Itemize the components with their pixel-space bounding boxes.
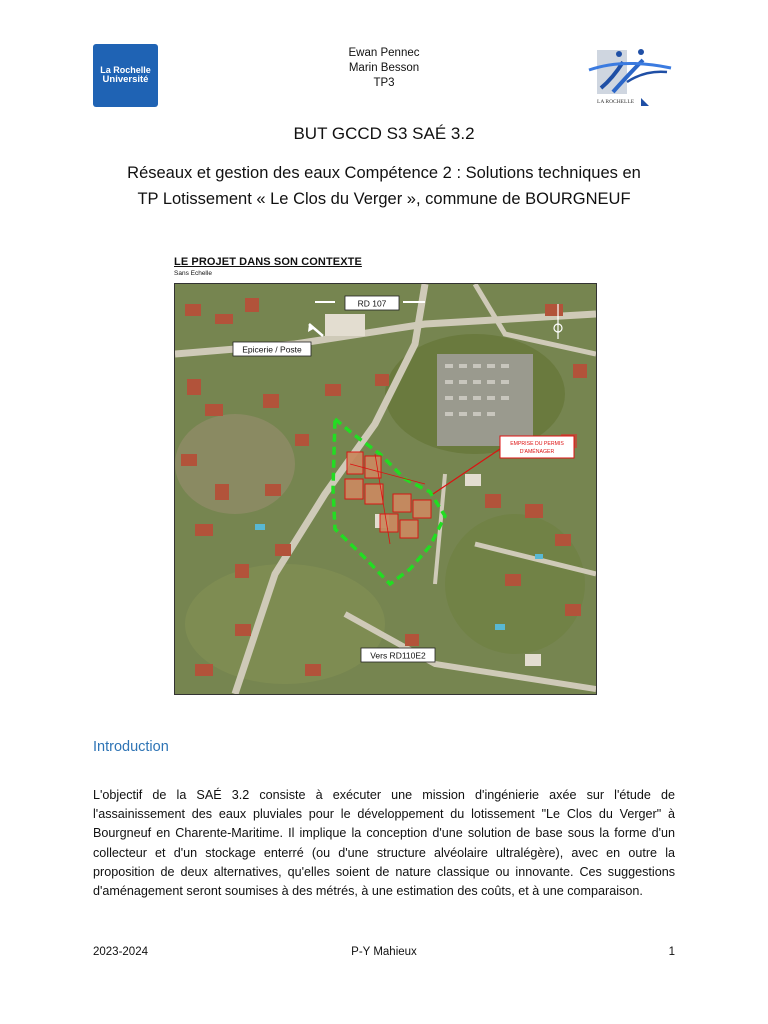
la-rochelle-universite-logo — [93, 44, 158, 107]
logo-line-2: Université — [102, 74, 149, 86]
author-1: Ewan Pennec — [348, 47, 420, 59]
subtitle-line-1: Réseaux et gestion des eaux Compétence 2 : Solutions techniques en — [127, 164, 641, 182]
figure-title: LE PROJET DANS SON CONTEXTE — [174, 256, 362, 268]
group-label: TP3 — [373, 77, 395, 89]
author-block — [300, 46, 468, 91]
page-number: 1 — [668, 946, 675, 958]
logo-right-caption: LA ROCHELLE — [597, 99, 635, 105]
document-subtitle — [84, 160, 684, 212]
road-label-rd110e2: Vers RD110E2 — [370, 650, 426, 661]
footer-year: 2023-2024 — [93, 946, 148, 958]
iut-la-rochelle-logo — [583, 48, 675, 110]
perimeter-label-line-1: EMPRISE DU PERMIS — [510, 441, 564, 447]
footer-author: P-Y Mahieux — [351, 946, 417, 958]
aerial-context-map — [174, 283, 597, 695]
introduction-paragraph: L'objectif de la SAÉ 3.2 consiste à exécuter une mission d'ingénierie axée sur l'étude de l'assainissement des eaux pluviales pour le développement du lotissement "Le Clos du Verger" à Bourgneuf en Charente-Maritime. Il implique la conception d'une solution de base sous la forme d'un collecteur et d'un stockage enterré (ou d'une structure alvéolaire ultralégère), avec en outre la proposition de deux alternatives, qu'elles soient de nature classique ou innovante. Ces suggestions d'aménagement seront soumises à des métrés, à une estimation des coûts, et à une comparaison. — [93, 788, 675, 899]
author-2: Marin Besson — [348, 62, 420, 74]
subtitle-line-2: TP Lotissement « Le Clos du Verger », commune de BOURGNEUF — [137, 190, 631, 208]
page-footer — [93, 946, 675, 964]
shop-label: Epicerie / Poste — [242, 344, 302, 355]
logo-line-1: La Rochelle — [100, 64, 151, 75]
road-label-rd107: RD 107 — [357, 298, 387, 309]
perimeter-label-line-2: D'AMÉNAGER — [519, 449, 555, 455]
document-title: BUT GCCD S3 SAÉ 3.2 — [293, 124, 475, 143]
section-heading-introduction: Introduction — [93, 739, 169, 755]
figure-scale-note: Sans Echelle — [174, 270, 212, 277]
